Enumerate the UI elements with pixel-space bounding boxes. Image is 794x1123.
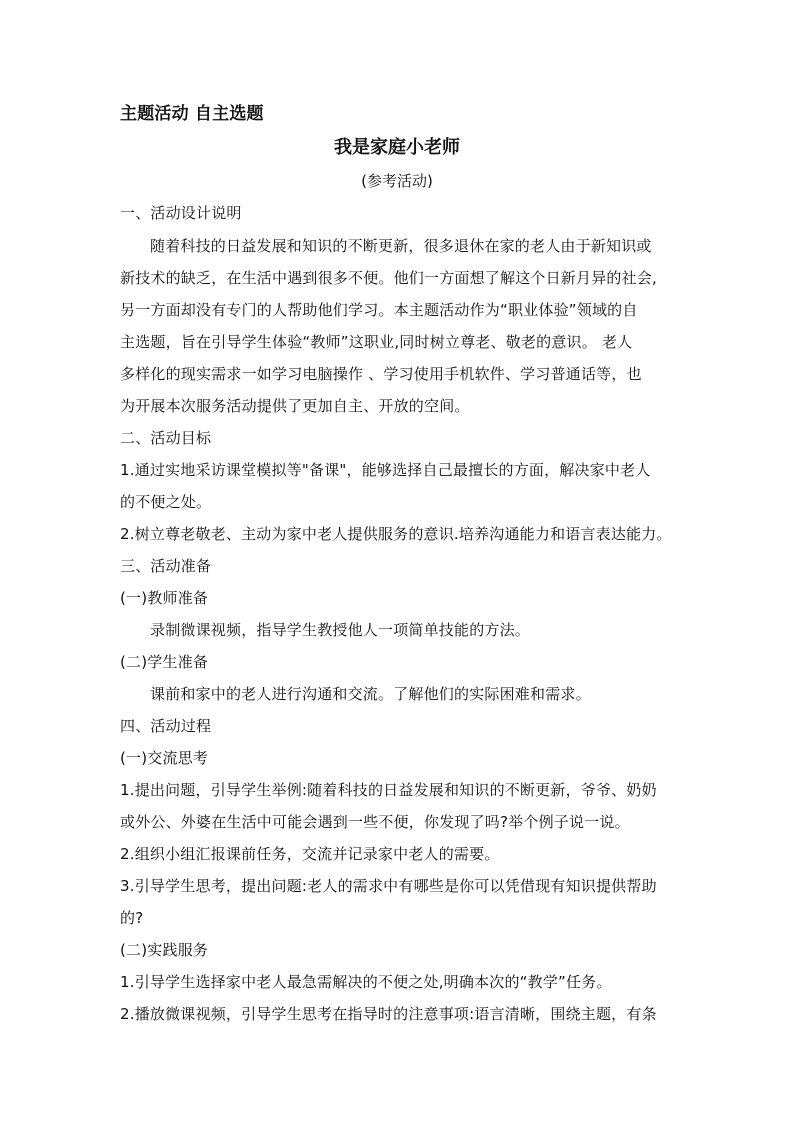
- paragraph-line: 多样化的现实需求一如学习电脑操作 、学习使用手机软件、学习普通话等，也: [120, 365, 642, 383]
- subheading-discussion: (一)交流思考: [120, 749, 209, 767]
- subheading-practice: (二)实践服务: [120, 941, 209, 959]
- page-title: 我是家庭小老师: [334, 137, 460, 158]
- paragraph-line: 课前和家中的老人进行沟通和交流。了解他们的实际困难和需求。: [150, 685, 591, 703]
- section-label: 主题活动 自主选题: [120, 104, 264, 124]
- heading-preparation: 三、活动准备: [120, 557, 212, 575]
- paragraph-line: 3.引导学生思考，提出问题:老人的需求中有哪些是你可以凭借现有知识提供帮助: [120, 877, 657, 895]
- paragraph-line: 随着科技的日益发展和知识的不断更新，很多退休在家的老人由于新知识或: [150, 237, 652, 255]
- paragraph-line: 1.通过实地采访课堂模拟等"备课"，能够选择自己最擅长的方面，解决家中老人: [120, 461, 651, 479]
- paragraph-line: 录制微课视频，指导学生教授他人一项简单技能的方法。: [150, 621, 531, 639]
- paragraph-line: 1.提出问题，引导学生举例:随着科技的日益发展和知识的不断更新，爷爷、奶奶: [120, 781, 657, 799]
- page-subtitle: (参考活动): [361, 172, 433, 190]
- heading-design-notes: 一、活动设计说明: [120, 204, 242, 222]
- paragraph-line: 2.树立尊老敬老、主动为家中老人提供服务的意识.培养沟通能力和语言表达能力。: [120, 525, 672, 543]
- paragraph-line: 2.播放微课视频，引导学生思考在指导时的注意事项:语言清晰，围绕主题，有条: [120, 1005, 657, 1023]
- subheading-student-prep: (二)学生准备: [120, 653, 209, 671]
- heading-process: 四、活动过程: [120, 717, 212, 735]
- subheading-teacher-prep: (一)教师准备: [120, 589, 209, 607]
- paragraph-line: 新技术的缺乏，在生活中遇到很多不便。他们一方面想了解这个日新月异的社会,: [120, 269, 657, 287]
- paragraph-line: 为开展本次服务活动提供了更加自主、开放的空间。: [120, 397, 470, 415]
- paragraph-line: 的?: [120, 909, 144, 927]
- paragraph-line: 主选题，旨在引导学生体验“教师”这职业,同时树立尊老、敬老的意识。 老人: [120, 333, 633, 351]
- paragraph-line: 2.组织小组汇报课前任务，交流并记录家中老人的需要。: [120, 845, 500, 863]
- heading-objectives: 二、活动目标: [120, 429, 212, 447]
- paragraph-line: 1.引导学生选择家中老人最急需解决的不便之处,明确本次的“教学”任务。: [120, 973, 612, 991]
- paragraph-line: 或外公、外婆在生活中可能会遇到一些不便，你发现了吗?举个例子说一说。: [120, 813, 630, 831]
- paragraph-line: 另一方面却没有专门的人帮助他们学习。本主题活动作为“职业体验”领域的自: [120, 301, 638, 319]
- paragraph-line: 的不便之处。: [120, 493, 212, 511]
